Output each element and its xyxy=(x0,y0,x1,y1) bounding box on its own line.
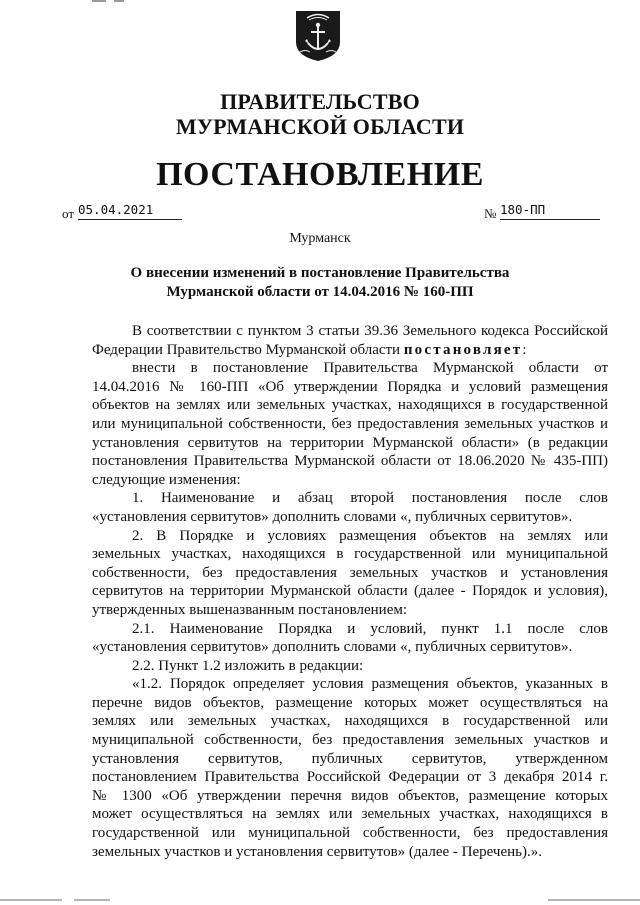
body-line: муниципальной собственности, без предоставления земельных участков и xyxy=(92,732,608,749)
body-line: государственной или муниципальной собственности, без предоставления xyxy=(92,825,608,842)
body-line: 1. Наименование и абзац второй постановления после слов xyxy=(132,490,608,507)
scan-edge-mark xyxy=(0,899,62,901)
body-line: перечне видов объектов, размещение которых может осуществляться на xyxy=(92,694,608,711)
government-name-line2: МУРМАНСКОЙ ОБЛАСТИ xyxy=(175,114,465,139)
body-line xyxy=(92,341,608,360)
body-line: собственности, без предоставления земельных участков и установления xyxy=(92,564,608,581)
body-line-text: Федерации Правительство Мурманской области xyxy=(92,341,401,358)
decree-word: постановляет xyxy=(403,341,523,358)
body-line: сервитутов на территории Мурманской области (далее - Порядок и условия), xyxy=(92,583,608,600)
body-line: внести в постановление Правительства Мурманской области от xyxy=(132,360,608,377)
body-line: установления сервитутов, публичных сервитутов, утвержденном xyxy=(92,750,608,767)
body-line: «установления сервитутов» дополнить словами «, публичных сервитутов». xyxy=(92,508,573,525)
document-number: 180-ПП xyxy=(500,202,600,220)
government-name-line1: ПРАВИТЕЛЬСТВО xyxy=(220,89,420,114)
coat-of-arms-icon xyxy=(295,10,341,62)
scan-edge-mark xyxy=(74,899,110,901)
subject-line1: О внесении изменений в постановление Правительства xyxy=(130,265,510,281)
body-line: В соответствии с пунктом 3 статьи 39.36 Земельного кодекса Российской xyxy=(132,323,608,339)
body-line: «установления сервитутов» дополнить словами «, публичных сервитутов». xyxy=(92,639,573,656)
scan-edge-mark xyxy=(548,899,640,901)
city-name: Мурманск xyxy=(289,231,351,246)
body-line: или муниципальной собственности, без предоставления земельных участков и xyxy=(92,415,608,432)
body-line: 14.04.2016 № 160-ПП «Об утверждении Порядка и условий размещения xyxy=(92,378,608,395)
body-line: земельных участках, находящихся в государственной или муниципальной xyxy=(92,546,608,563)
body-line: 2.1. Наименование Порядка и условий, пункт 1.1 после слов xyxy=(132,620,608,637)
body-line: может осуществляться на землях или земельных участках, находящихся в xyxy=(92,806,608,823)
scan-edge-mark xyxy=(114,0,124,2)
decree-colon: : xyxy=(522,341,527,358)
number-label: № xyxy=(484,206,497,221)
body-line: землях или земельных участках, находящихся в государственной или xyxy=(92,713,608,730)
scan-edge-mark xyxy=(92,0,106,2)
document-body xyxy=(92,322,608,861)
body-line: постановлением Правительства Российской Федерации от 3 декабря 2014 г. xyxy=(92,769,608,786)
subject-line2: Мурманской области от 14.04.2016 № 160-ПП xyxy=(166,284,474,300)
document-date: 05.04.2021 xyxy=(78,202,182,220)
document-type-title: ПОСТАНОВЛЕНИЕ xyxy=(156,156,484,193)
body-line: № 1300 «Об утверждении перечня видов объектов, размещение которых xyxy=(92,787,608,804)
body-line: земельных участков и установления сервитутов» (далее - Перечень).». xyxy=(92,843,542,860)
body-line: установления сервитутов на территории Мурманской области» (в редакции xyxy=(92,434,608,451)
body-line: утвержденных вышеназванным постановлением: xyxy=(92,601,408,618)
body-line: «1.2. Порядок определяет условия размещения объектов, указанных в xyxy=(132,676,608,693)
body-line: постановления Правительства Мурманской области от 18.06.2020 № 435-ПП) xyxy=(92,453,608,470)
body-line: 2. В Порядке и условиях размещения объектов на землях или xyxy=(132,527,608,544)
date-label: от xyxy=(62,206,75,221)
body-line: следующие изменения: xyxy=(92,471,241,488)
body-line: объектов на землях или земельных участках, находящихся в государственной xyxy=(92,397,608,414)
body-line: 2.2. Пункт 1.2 изложить в редакции: xyxy=(132,657,364,674)
